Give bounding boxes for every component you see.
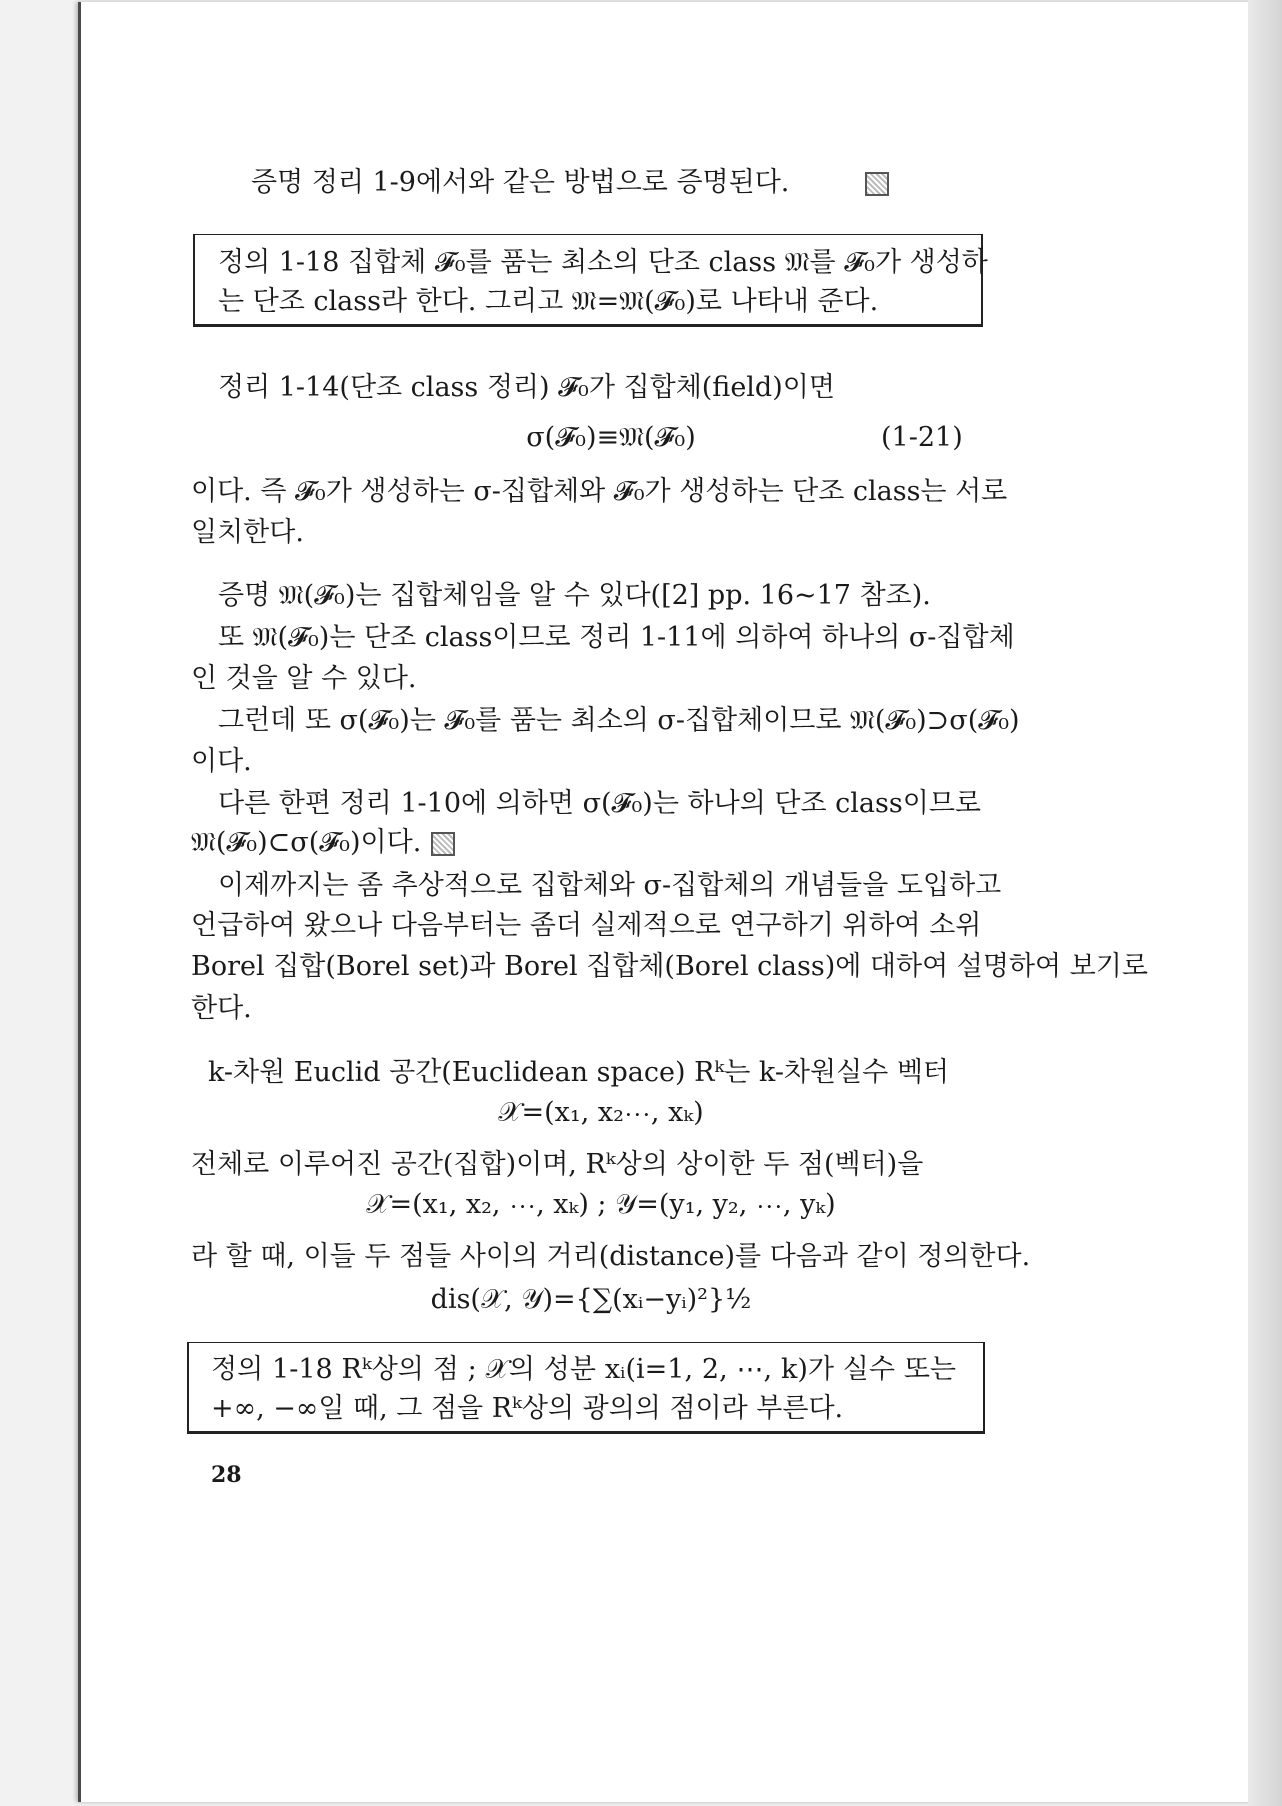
- proof-line: 증명 𝔐(𝓕₀)는 집합체임을 알 수 있다([2] pp. 16~17 참조).: [218, 580, 931, 611]
- text-line: 다른 한편 정리 1-10에 의하면 σ(𝓕₀)는 하나의 단조 class이므로: [218, 788, 981, 819]
- qed-symbol: [431, 832, 455, 856]
- text-line: 일치한다.: [191, 517, 304, 548]
- text-line: Borel 집합(Borel set)과 Borel 집합체(Borel class)에 대하여 설명하여 보기로: [191, 951, 1148, 982]
- book-page: [78, 2, 1271, 1802]
- text-line: 이다.: [191, 746, 252, 777]
- text-line: 𝔐(𝓕₀)⊂σ(𝓕₀)이다.: [191, 827, 422, 858]
- text-line: 라 할 때, 이들 두 점들 사이의 거리(distance)를 다음과 같이 정의한다.: [191, 1241, 1031, 1272]
- definition-line: 는 단조 class라 한다. 그리고 𝔐=𝔐(𝓕₀)로 나타내 준다.: [218, 286, 879, 317]
- theorem-equation: σ(𝓕₀)≡𝔐(𝓕₀): [526, 422, 696, 453]
- definition-line: +∞, −∞일 때, 그 점을 Rᵏ상의 광의의 점이라 부른다.: [211, 1393, 844, 1424]
- text-line: 또 𝔐(𝓕₀)는 단조 class이므로 정리 1-11에 의하여 하나의 σ-집합체: [218, 622, 1015, 653]
- text-line: 인 것을 알 수 있다.: [191, 663, 417, 694]
- text-line: 언급하여 왔으나 다음부터는 좀더 실제적으로 연구하기 위하여 소위: [191, 910, 982, 941]
- theorem-title: 정리 1-14(단조 class 정리) 𝓕₀가 집합체(field)이면: [218, 372, 835, 403]
- definition-line: 정의 1-18 Rᵏ상의 점 ; 𝒳의 성분 xᵢ(i=1, 2, ⋯, k)가 실수 또는: [211, 1354, 956, 1385]
- text-line: k-차원 Euclid 공간(Euclidean space) Rᵏ는 k-차원실수 벡터: [208, 1057, 950, 1088]
- vector-equation: 𝒳=(x₁, x₂, ⋯, xₖ) ; 𝒴=(y₁, y₂, ⋯, yₖ): [366, 1189, 836, 1220]
- page-edge: [1248, 0, 1282, 1806]
- equation-number: (1-21): [881, 422, 963, 453]
- text-line: 이다. 즉 𝓕₀가 생성하는 σ-집합체와 𝓕₀가 생성하는 단조 class는 서로: [191, 476, 1008, 507]
- definition-line: 정의 1-18 집합체 𝓕₀를 품는 최소의 단조 class 𝔐를 𝓕₀가 생성하: [218, 247, 988, 278]
- distance-equation: dis(𝒳, 𝒴)={∑(xᵢ−yᵢ)²}½: [430, 1284, 752, 1315]
- proof-line: 증명 정리 1-9에서와 같은 방법으로 증명된다.: [251, 167, 790, 198]
- text-line: 그런데 또 σ(𝓕₀)는 𝓕₀를 품는 최소의 σ-집합체이므로 𝔐(𝓕₀)⊃σ(𝓕₀): [218, 705, 1020, 736]
- text-line: 전체로 이루어진 공간(집합)이며, Rᵏ상의 상이한 두 점(벡터)을: [191, 1149, 924, 1180]
- qed-symbol: [865, 172, 889, 196]
- text-line: 한다.: [191, 993, 252, 1024]
- vector-equation: 𝒳=(x₁, x₂⋯, xₖ): [498, 1097, 704, 1128]
- page-number: 28: [211, 1462, 242, 1488]
- text-line: 이제까지는 좀 추상적으로 집합체와 σ-집합체의 개념들을 도입하고: [218, 870, 1002, 901]
